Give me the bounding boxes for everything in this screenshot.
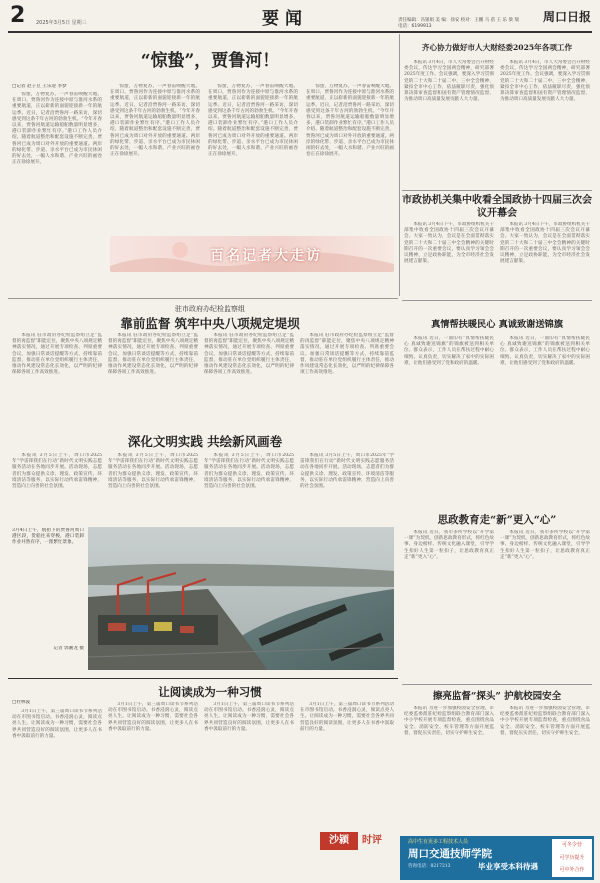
headline-sizheng: 思政教育走“新”更入“心” bbox=[437, 514, 557, 526]
article-renda-col1: 本报讯 3月4日，市人大常委会召开财经委会议，传达学习全国两会精神，研究部署2025年度工作。会议强调，要深入学习贯彻党的二十大和二十届二中、三中全会精神，紧扣全市中心工作，依法履职尽责，强化预算决算审查监督和国有资产管理情况监督，为推动周口高质量发展贡献人大力量。 bbox=[404, 60, 494, 103]
column-tag bbox=[320, 830, 396, 852]
ad-slogan: 高中生有更多工程技术人员 bbox=[408, 839, 469, 845]
photo-caption: 3月4日上午，航拍下的贾鲁河周口港区段，货船往来穿梭，港口装卸作业井然有序，一派繁忙景象。 bbox=[12, 528, 84, 546]
article-jingzhe-col4: 惊蛰，万物复苏，一声春雷唤醒大地。在周口，贾鲁河作为连接中原与淮河水系的重要航道，正以崭新的面貌迎接新一年的航运季。近日，记者沿贾鲁河一路采访，深切感受到这条千年古河的勃勃生机。“今年开春以来，贾鲁河航道运输船舶数量明显增多，港口装卸作业繁忙有序。”港口工作人员介绍。随着航道整治和配套设施不断完善，贾鲁河已成为周口对外开放的重要通道。两岸的绿化带、步道、亲水平台已成为市民休闲的好去处，一幅人水和谐、产业兴旺的画卷正在徐徐展开。 bbox=[306, 84, 394, 158]
ad-option-3: 可中外合作 bbox=[559, 867, 585, 874]
article-zhengxie-col1: 本报讯 3月4日下午，市政协组织机关干部集中收看全国政协十四届三次会议开幕会。大家一致认为，会议是在全面贯彻落实党的二十大和二十届三中全会精神的关键时期召开的一次重要会议，要认真学习领会会议精神，立足政协职能，为全市经济社会发展建言献策。 bbox=[404, 222, 494, 265]
kicker-jiancha: 驻市政府办纪检监察组 bbox=[175, 305, 245, 313]
article-xiaoyuan-col2: 本报讯 为进一步加强校园安全管理，市纪委监委派驻纪检监察组联合教育部门深入中小学校开展专项监督检查，重点围绕食品安全、消防安全、校车管理等方面开展监督，督促压实责任，切实守护师生安全。 bbox=[500, 706, 590, 736]
article-yuedu-col2: 3月1日上午，第三届周口读书节系列活动在市图书馆启动。书香浸润心灵，阅读点亮人生。让阅读成为一种习惯，需要社会各界共同营造良好的阅读氛围，让更多人在书香中汲取前行的力量。 bbox=[108, 702, 198, 732]
issue-date: 2025年3月5日 星期三 bbox=[36, 20, 87, 26]
headline-zhengxie: 市政协机关集中收看全国政协十四届三次会议开幕会 bbox=[402, 195, 592, 219]
editors-line: 责任编辑：冯银娟 美 编：徐安 校对：王鹏 马 蓓 王 乐 梁 瑞 bbox=[398, 18, 519, 23]
page-number: 2 bbox=[10, 3, 26, 28]
article-wenming-col3: 本报讯 3月5日上午，周口市2025年“学雷锋我们在行动”新时代文明实践志愿服务活动在各地同步开展。活动现场，志愿者们为群众提供义诊、理发、政策宣传、环境清洁等服务，以实际行动传承雷锋精神，营造向上向善的社会氛围。 bbox=[204, 453, 294, 490]
article-jingzhe-col1: 惊蛰，万物复苏，一声春雷唤醒大地。在周口，贾鲁河作为连接中原与淮河水系的重要航道，正以崭新的面貌迎接新一年的航运季。近日，记者沿贾鲁河一路采访，深切感受到这条千年古河的勃勃生机。“今年开春以来，贾鲁河航道运输船舶数量明显增多，港口装卸作业繁忙有序。”港口工作人员介绍。随着航道整治和配套设施不断完善，贾鲁河已成为周口对外开放的重要通道。两岸的绿化带、步道、亲水平台已成为市民休闲的好去处，一幅人水和谐、产业兴旺的画卷正在徐徐展开。 bbox=[12, 92, 102, 166]
headline-bangfu: 真情帮扶暖民心 真诚致谢送锦旗 bbox=[431, 319, 563, 330]
article-jingzhe-col2: 惊蛰，万物复苏，一声春雷唤醒大地。在周口，贾鲁河作为连接中原与淮河水系的重要航道，正以崭新的面貌迎接新一年的航运季。近日，记者沿贾鲁河一路采访，深切感受到这条千年古河的勃勃生机。“今年开春以来，贾鲁河航道运输船舶数量明显增多，港口装卸作业繁忙有序。”港口工作人员介绍。随着航道整治和配套设施不断完善，贾鲁河已成为周口对外开放的重要通道。两岸的绿化带、步道、亲水平台已成为市民休闲的好去处，一幅人水和谐、产业兴旺的画卷正在徐徐展开。 bbox=[110, 84, 200, 158]
article-zhengxie-col2: 本报讯 3月4日下午，市政协组织机关干部集中收看全国政协十四届三次会议开幕会。大家一致认为，会议是在全面贯彻落实党的二十大和二十届三中全会精神的关键时期召开的一次重要会议，要认真学习领会会议精神，立足政协职能，为全市经济社会发展建言献策。 bbox=[500, 222, 590, 265]
ad-school-name: 周口交通技师学院 bbox=[408, 848, 492, 860]
column-label: 时评 bbox=[362, 835, 382, 846]
divider-a3 bbox=[402, 190, 592, 191]
port-photo bbox=[88, 527, 394, 670]
newspaper-logo: 周口日报 bbox=[543, 10, 592, 24]
ad-option-1: 可冬令营 bbox=[561, 842, 582, 848]
divider-a8 bbox=[8, 678, 398, 679]
ad-options bbox=[552, 839, 592, 877]
column-name: 沙颍 bbox=[320, 832, 358, 850]
port-aerial-image bbox=[88, 527, 394, 670]
article-bangfu-col1: 本报讯 近日，一面印有“真情帮扶暖民心 真诚致谢送锦旗”的锦旗被送到相关单位。群众表示，工作人员在帮扶过程中耐心细致、认真负责，切实解决了家中的实际困难，让他们感受到了党和政府的温暖。 bbox=[404, 336, 494, 366]
school-ad bbox=[400, 836, 594, 880]
ad-phone: 咨询电话：8217213 bbox=[408, 864, 451, 869]
article-jiandu-col4: 本报讯 驻市政府办纪检监察组立足“监督的再监督”职能定位，聚焦中央八项规定精神落实情况，通过开展专项检查、列席重要会议、加强日常谈话提醒等方式，持续靠前监督，推动驻在单位党组织履行主体责任，推动作风建设常态化长效化，以严明的纪律保障各项工作高效推进。 bbox=[300, 333, 394, 376]
article-sizheng-col2: 本报讯 近日，我市多所学校以“开学第一课”为契机，创新思政教育形式，将红色故事、身边榜样、传统文化融入课堂，引导学生扣好人生第一粒扣子，让思政教育真正走“新”更入“心”。 bbox=[500, 530, 590, 560]
byline-jingzhe: □记者 赵子豆 王乐迎 李梦 bbox=[12, 84, 67, 89]
banner-text: 百名记者大走访 bbox=[210, 248, 322, 264]
article-xiaoyuan-col1: 本报讯 为进一步加强校园安全管理，市纪委监委派驻纪检监察组联合教育部门深入中小学校开展专项监督检查，重点围绕食品安全、消防安全、校车管理等方面开展监督，督促压实责任，切实守护师生安全。 bbox=[404, 706, 494, 736]
article-wenming-col2: 本报讯 3月5日上午，周口市2025年“学雷锋我们在行动”新时代文明实践志愿服务活动在各地同步开展。活动现场，志愿者们为群众提供义诊、理发、政策宣传、环境清洁等服务，以实际行动传承雷锋精神，营造向上向善的社会氛围。 bbox=[108, 453, 198, 490]
article-bangfu-col2: 本报讯 近日，一面印有“真情帮扶暖民心 真诚致谢送锦旗”的锦旗被送到相关单位。群众表示，工作人员在帮扶过程中耐心细致、认真负责，切实解决了家中的实际困难，让他们感受到了党和政府的温暖。 bbox=[500, 336, 590, 366]
headline-renda: 齐心协力做好市人大财经委2025年各项工作 bbox=[421, 43, 573, 52]
article-wenming-col4: 本报讯 3月5日上午，周口市2025年“学雷锋我们在行动”新时代文明实践志愿服务活动在各地同步开展。活动现场，志愿者们为群众提供义诊、理发、政策宣传、环境清洁等服务，以实际行动传承雷锋精神，营造向上向善的社会氛围。 bbox=[300, 453, 394, 490]
ad-option-2: 可学历提升 bbox=[559, 854, 585, 861]
header-rule bbox=[8, 31, 592, 33]
article-jiandu-col1: 本报讯 驻市政府办纪检监察组立足“监督的再监督”职能定位，聚焦中央八项规定精神落实情况，通过开展专项检查、列席重要会议、加强日常谈话提醒等方式，持续靠前监督，推动驻在单位党组织履行主体责任，推动作风建设常态化长效化，以严明的纪律保障各项工作高效推进。 bbox=[12, 333, 102, 376]
article-jingzhe-col3: 惊蛰，万物复苏，一声春雷唤醒大地。在周口，贾鲁河作为连接中原与淮河水系的重要航道，正以崭新的面貌迎接新一年的航运季。近日，记者沿贾鲁河一路采访，深切感受到这条千年古河的勃勃生机。“今年开春以来，贾鲁河航道运输船舶数量明显增多，港口装卸作业繁忙有序。”港口工作人员介绍。随着航道整治和配套设施不断完善，贾鲁河已成为周口对外开放的重要通道。两岸的绿化带、步道、亲水平台已成为市民休闲的好去处，一幅人水和谐、产业兴旺的画卷正在徐徐展开。 bbox=[208, 84, 298, 158]
section-title: 要闻 bbox=[262, 9, 308, 29]
divider-vertical-right bbox=[399, 34, 400, 296]
article-jiandu-col3: 本报讯 驻市政府办纪检监察组立足“监督的再监督”职能定位，聚焦中央八项规定精神落实情况，通过开展专项检查、列席重要会议、加强日常谈话提醒等方式，持续靠前监督，推动驻在单位党组织履行主体责任，推动作风建设常态化长效化，以严明的纪律保障各项工作高效推进。 bbox=[204, 333, 294, 376]
divider-a4 bbox=[8, 298, 398, 299]
headline-wenming: 深化文明实践 共绘新风画卷 bbox=[127, 434, 283, 449]
article-jiandu-col2: 本报讯 驻市政府办纪检监察组立足“监督的再监督”职能定位，聚焦中央八项规定精神落实情况，通过开展专项检查、列席重要会议、加强日常谈话提醒等方式，持续靠前监督，推动驻在单位党组织履行主体责任，推动作风建设常态化长效化，以严明的纪律保障各项工作高效推进。 bbox=[108, 333, 198, 376]
headline-jingzhe: “惊蛰”，贾鲁河！ bbox=[140, 51, 280, 71]
divider-a9 bbox=[402, 684, 592, 685]
ad-benefit: 毕业享受本科待遇 bbox=[478, 862, 538, 871]
page-header bbox=[0, 0, 600, 30]
article-renda-col2: 本报讯 3月4日，市人大常委会召开财经委会议，传达学习全国两会精神，研究部署2025年度工作。会议强调，要深入学习贯彻党的二十大和二十届二中、三中全会精神，紧扣全市中心工作，依法履职尽责，强化预算决算审查监督和国有资产管理情况监督，为推动周口高质量发展贡献人大力量。 bbox=[500, 60, 590, 103]
headline-jiandu: 靠前监督 筑牢中央八项规定堤坝 bbox=[120, 316, 300, 331]
caption-box bbox=[12, 528, 84, 668]
article-wenming-col1: 本报讯 3月5日上午，周口市2025年“学雷锋我们在行动”新时代文明实践志愿服务活动在各地同步开展。活动现场，志愿者们为群众提供义诊、理发、政策宣传、环境清洁等服务，以实际行动传承雷锋精神，营造向上向善的社会氛围。 bbox=[12, 453, 102, 490]
article-yuedu-col3: 3月1日上午，第三届周口读书节系列活动在市图书馆启动。书香浸润心灵，阅读点亮人生。让阅读成为一种习惯，需要社会各界共同营造良好的阅读氛围，让更多人在书香中汲取前行的力量。 bbox=[204, 702, 294, 732]
headline-xiaoyuan: 擦亮监督“探头” 护航校园安全 bbox=[432, 691, 562, 702]
article-sizheng-col1: 本报讯 近日，我市多所学校以“开学第一课”为契机，创新思政教育形式，将红色故事、身边榜样、传统文化融入课堂，引导学生扣好人生第一粒扣子，让思政教育真正走“新”更入“心”。 bbox=[404, 530, 494, 560]
article-yuedu-col4: 3月1日上午，第三届周口读书节系列活动在市图书馆启动。书香浸润心灵，阅读点亮人生。让阅读成为一种习惯，需要社会各界共同营造良好的阅读氛围，让更多人在书香中汲取前行的力量。 bbox=[300, 702, 394, 732]
photo-credit: 记者 郭湘龙 摄 bbox=[53, 646, 84, 651]
reporter-banner bbox=[110, 236, 394, 272]
article-yuedu-col1: 3月1日上午，第三届周口读书节系列活动在市图书馆启动。书香浸润心灵，阅读点亮人生。让阅读成为一种习惯，需要社会各界共同营造良好的阅读氛围，让更多人在书香中汲取前行的力量。 bbox=[12, 709, 102, 739]
divider-a6 bbox=[402, 300, 592, 301]
headline-yuedu: 让阅读成为一种习惯 bbox=[158, 685, 262, 699]
contact-line: 电话：6199913 bbox=[398, 24, 432, 29]
byline-yuedu: □杜林波 bbox=[12, 700, 31, 705]
